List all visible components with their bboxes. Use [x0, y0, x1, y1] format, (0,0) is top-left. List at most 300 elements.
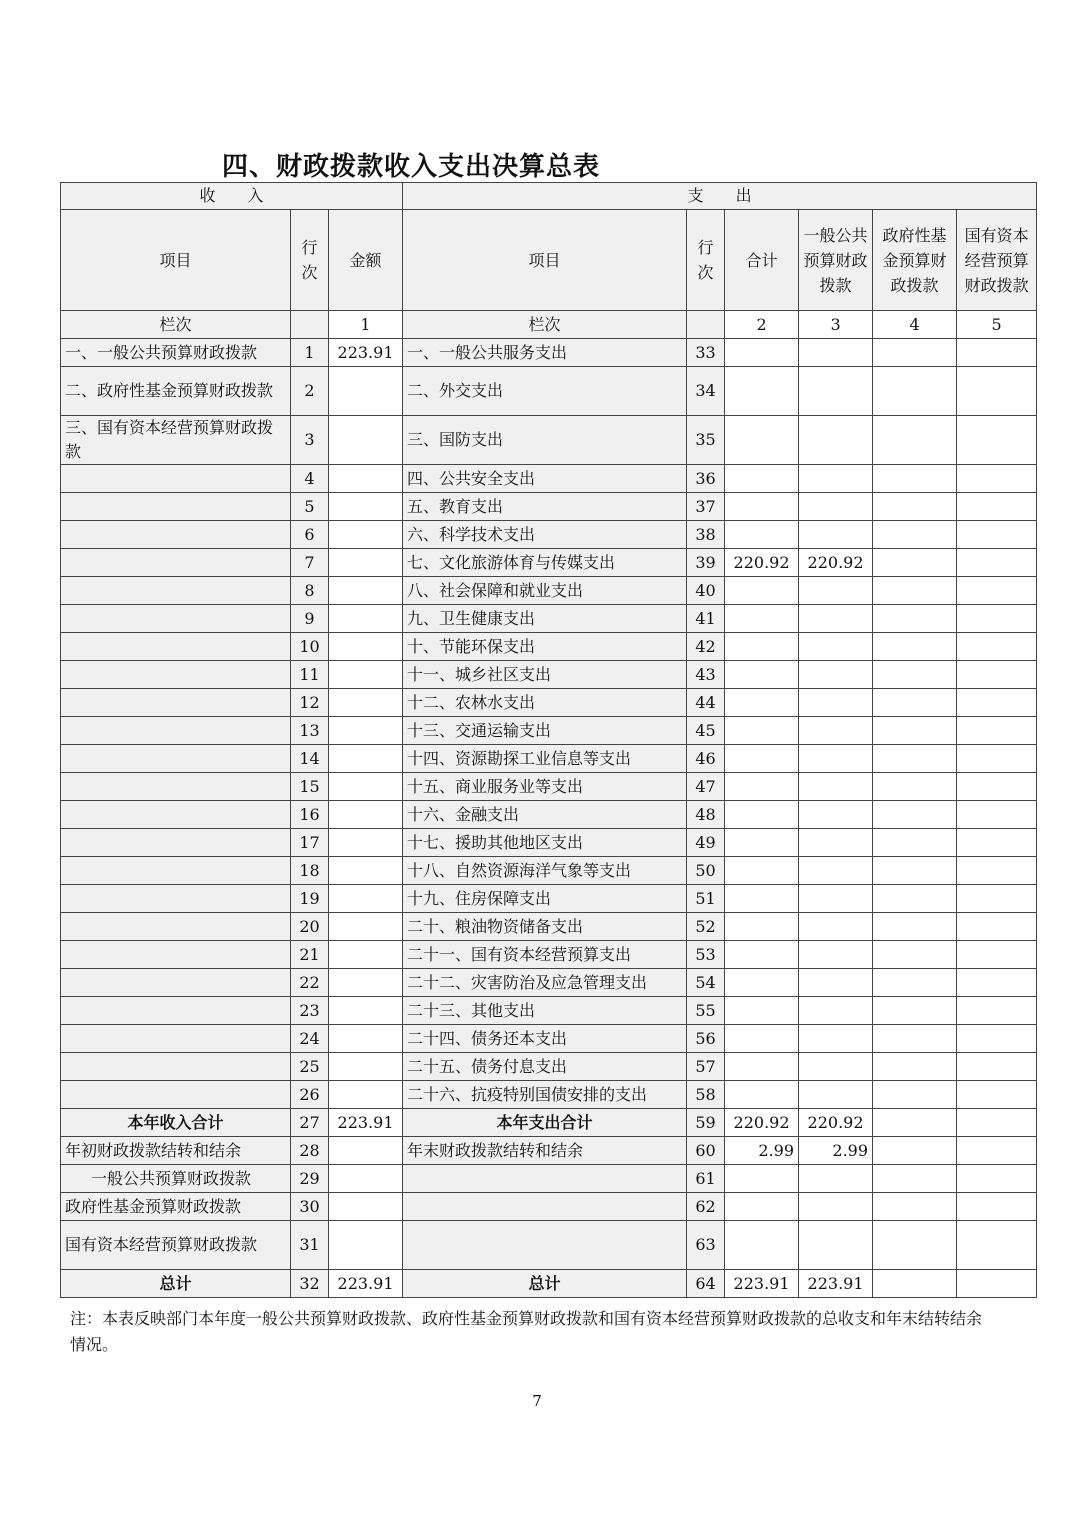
header-general-budget: 一般公共预算财政拨款: [799, 210, 873, 311]
income-item-cell: 二、政府性基金预算财政拨款: [61, 367, 291, 416]
expense-fund-cell: [873, 1025, 957, 1053]
expense-general-cell: [799, 1025, 873, 1053]
expense-total-cell: [725, 885, 799, 913]
table-row: [61, 885, 1037, 913]
expense-item-cell: 十七、援助其他地区支出: [403, 829, 687, 857]
header-income-row-no: 行次: [291, 210, 329, 311]
expense-row-no-cell: 53: [687, 941, 725, 969]
table-row: [61, 1137, 1037, 1165]
expense-item-cell: [403, 1193, 687, 1221]
income-item-cell: [61, 885, 291, 913]
income-row-no-cell: 13: [291, 717, 329, 745]
income-row-no-cell: 24: [291, 1025, 329, 1053]
income-row-no-cell: 22: [291, 969, 329, 997]
income-amount-cell: [329, 745, 403, 773]
income-item-cell: [61, 717, 291, 745]
expense-fund-cell: [873, 745, 957, 773]
income-item-cell: 总计: [61, 1270, 291, 1298]
col-index-label-expense: 栏次: [403, 311, 687, 339]
income-row-no-cell: 6: [291, 521, 329, 549]
expense-fund-cell: [873, 1081, 957, 1109]
col-index-1: 1: [329, 311, 403, 339]
col-index-2: 2: [725, 311, 799, 339]
expense-total-cell: 220.92: [725, 1109, 799, 1137]
expense-state-cell: [957, 857, 1037, 885]
expense-total-cell: [725, 661, 799, 689]
expense-item-cell: 十三、交通运输支出: [403, 717, 687, 745]
income-amount-cell: [329, 1137, 403, 1165]
expense-item-cell: 总计: [403, 1270, 687, 1298]
expense-row-no-cell: 44: [687, 689, 725, 717]
expense-total-cell: [725, 577, 799, 605]
income-item-cell: [61, 521, 291, 549]
expense-total-cell: [725, 829, 799, 857]
income-amount-cell: [329, 773, 403, 801]
table-row: [61, 1193, 1037, 1221]
expense-general-cell: 220.92: [799, 549, 873, 577]
expense-item-cell: [403, 1165, 687, 1193]
table-row: [61, 829, 1037, 857]
expense-general-cell: 2.99: [799, 1137, 873, 1165]
expense-state-cell: [957, 549, 1037, 577]
income-item-cell: [61, 801, 291, 829]
table-row: [61, 465, 1037, 493]
expense-fund-cell: [873, 969, 957, 997]
income-row-no-cell: 9: [291, 605, 329, 633]
expense-fund-cell: [873, 521, 957, 549]
expense-total-cell: [725, 605, 799, 633]
table-row: [61, 1270, 1037, 1298]
table-row: [61, 717, 1037, 745]
expense-item-cell: [403, 1221, 687, 1270]
income-section-header: 收 入: [61, 183, 403, 210]
income-item-cell: 三、国有资本经营预算财政拨款: [61, 416, 291, 465]
expense-fund-cell: [873, 717, 957, 745]
expense-row-no-cell: 46: [687, 745, 725, 773]
expense-fund-cell: [873, 857, 957, 885]
expense-state-cell: [957, 1270, 1037, 1298]
expense-item-cell: 十五、商业服务业等支出: [403, 773, 687, 801]
expense-item-cell: 十二、农林水支出: [403, 689, 687, 717]
expense-item-cell: 二十一、国有资本经营预算支出: [403, 941, 687, 969]
expense-state-cell: [957, 1221, 1037, 1270]
income-row-no-cell: 19: [291, 885, 329, 913]
income-amount-cell: [329, 689, 403, 717]
expense-general-cell: [799, 801, 873, 829]
income-amount-cell: [329, 913, 403, 941]
expense-state-cell: [957, 1137, 1037, 1165]
expense-state-cell: [957, 689, 1037, 717]
table-row: [61, 1165, 1037, 1193]
table-row: [61, 941, 1037, 969]
expense-row-no-cell: 48: [687, 801, 725, 829]
income-amount-cell: [329, 521, 403, 549]
expense-fund-cell: [873, 339, 957, 367]
expense-total-cell: [725, 969, 799, 997]
income-item-cell: [61, 745, 291, 773]
expense-general-cell: [799, 1165, 873, 1193]
income-item-cell: [61, 969, 291, 997]
expense-row-no-cell: 47: [687, 773, 725, 801]
expense-row-no-cell: 64: [687, 1270, 725, 1298]
expense-fund-cell: [873, 1193, 957, 1221]
expense-item-cell: 十九、住房保障支出: [403, 885, 687, 913]
header-state-capital-budget: 国有资本经营预算财政拨款: [957, 210, 1037, 311]
table-row: [61, 913, 1037, 941]
expense-row-no-cell: 51: [687, 885, 725, 913]
expense-state-cell: [957, 416, 1037, 465]
expense-general-cell: 223.91: [799, 1270, 873, 1298]
income-amount-cell: [329, 857, 403, 885]
income-item-cell: 国有资本经营预算财政拨款: [61, 1221, 291, 1270]
income-amount-cell: 223.91: [329, 1270, 403, 1298]
expense-total-cell: 220.92: [725, 549, 799, 577]
income-row-no-cell: 32: [291, 1270, 329, 1298]
header-expense-item: 项目: [403, 210, 687, 311]
expense-fund-cell: [873, 689, 957, 717]
expense-row-no-cell: 33: [687, 339, 725, 367]
expense-state-cell: [957, 885, 1037, 913]
income-row-no-cell: 23: [291, 997, 329, 1025]
income-item-cell: [61, 997, 291, 1025]
expense-total-cell: [725, 1025, 799, 1053]
income-row-no-cell: 11: [291, 661, 329, 689]
income-item-cell: [61, 1025, 291, 1053]
expense-row-no-cell: 45: [687, 717, 725, 745]
expense-row-no-cell: 39: [687, 549, 725, 577]
header-fund-budget: 政府性基金预算财政拨款: [873, 210, 957, 311]
expense-general-cell: [799, 1053, 873, 1081]
income-amount-cell: [329, 997, 403, 1025]
expense-general-cell: [799, 416, 873, 465]
expense-state-cell: [957, 941, 1037, 969]
expense-total-cell: [725, 913, 799, 941]
expense-state-cell: [957, 465, 1037, 493]
income-row-no-cell: 25: [291, 1053, 329, 1081]
table-row: [61, 1025, 1037, 1053]
expense-row-no-cell: 57: [687, 1053, 725, 1081]
page-title: 四、财政拨款收入支出决算总表: [222, 152, 601, 182]
income-row-no-cell: 21: [291, 941, 329, 969]
expense-item-cell: 十、节能环保支出: [403, 633, 687, 661]
expense-general-cell: [799, 829, 873, 857]
col-index-3: 3: [799, 311, 873, 339]
expense-item-cell: 二十二、灾害防治及应急管理支出: [403, 969, 687, 997]
expense-total-cell: [725, 633, 799, 661]
expense-fund-cell: [873, 367, 957, 416]
table-row: [61, 633, 1037, 661]
col-index-label-income: 栏次: [61, 311, 291, 339]
income-item-cell: [61, 661, 291, 689]
income-row-no-cell: 8: [291, 577, 329, 605]
expense-state-cell: [957, 717, 1037, 745]
table-row: [61, 493, 1037, 521]
expense-total-cell: [725, 521, 799, 549]
expense-fund-cell: [873, 773, 957, 801]
table-row: [61, 367, 1037, 416]
expense-general-cell: [799, 633, 873, 661]
table-row: [61, 605, 1037, 633]
income-row-no-cell: 1: [291, 339, 329, 367]
expense-total-cell: [725, 941, 799, 969]
expense-item-cell: 二十六、抗疫特别国债安排的支出: [403, 1081, 687, 1109]
expense-row-no-cell: 38: [687, 521, 725, 549]
income-item-cell: 政府性基金预算财政拨款: [61, 1193, 291, 1221]
expense-fund-cell: [873, 549, 957, 577]
income-amount-cell: [329, 465, 403, 493]
income-item-cell: 一、一般公共预算财政拨款: [61, 339, 291, 367]
income-item-cell: [61, 829, 291, 857]
expense-state-cell: [957, 493, 1037, 521]
expense-fund-cell: [873, 416, 957, 465]
table-row: [61, 661, 1037, 689]
income-row-no-cell: 18: [291, 857, 329, 885]
table-row: [61, 801, 1037, 829]
expense-general-cell: [799, 773, 873, 801]
expense-row-no-cell: 63: [687, 1221, 725, 1270]
income-amount-cell: [329, 633, 403, 661]
expense-general-cell: [799, 367, 873, 416]
expense-fund-cell: [873, 885, 957, 913]
expense-total-cell: [725, 465, 799, 493]
expense-item-cell: 十一、城乡社区支出: [403, 661, 687, 689]
expense-state-cell: [957, 1053, 1037, 1081]
expense-item-cell: 二十五、债务付息支出: [403, 1053, 687, 1081]
expense-total-cell: [725, 689, 799, 717]
expense-general-cell: [799, 857, 873, 885]
expense-total-cell: [725, 1221, 799, 1270]
income-amount-cell: [329, 1221, 403, 1270]
income-row-no-cell: 16: [291, 801, 329, 829]
income-row-no-cell: 4: [291, 465, 329, 493]
income-item-cell: [61, 493, 291, 521]
expense-general-cell: [799, 885, 873, 913]
expense-state-cell: [957, 913, 1037, 941]
expense-row-no-cell: 52: [687, 913, 725, 941]
expense-row-no-cell: 35: [687, 416, 725, 465]
expense-item-cell: 二十、粮油物资储备支出: [403, 913, 687, 941]
table-row: [61, 1109, 1037, 1137]
expense-item-cell: 二十四、债务还本支出: [403, 1025, 687, 1053]
expense-row-no-cell: 62: [687, 1193, 725, 1221]
expense-total-cell: [725, 493, 799, 521]
expense-row-no-cell: 43: [687, 661, 725, 689]
expense-total-cell: [725, 339, 799, 367]
expense-state-cell: [957, 1193, 1037, 1221]
expense-fund-cell: [873, 941, 957, 969]
header-income-item: 项目: [61, 210, 291, 311]
expense-general-cell: [799, 969, 873, 997]
income-amount-cell: [329, 367, 403, 416]
table-row: [61, 773, 1037, 801]
income-item-cell: [61, 773, 291, 801]
expense-fund-cell: [873, 1221, 957, 1270]
expense-item-cell: 五、教育支出: [403, 493, 687, 521]
income-amount-cell: [329, 1025, 403, 1053]
table-row: [61, 997, 1037, 1025]
expense-row-no-cell: 40: [687, 577, 725, 605]
table-row: [61, 1053, 1037, 1081]
table-row: [61, 577, 1037, 605]
expense-general-cell: [799, 1221, 873, 1270]
expense-fund-cell: [873, 997, 957, 1025]
expense-general-cell: [799, 1081, 873, 1109]
expense-general-cell: [799, 577, 873, 605]
expense-fund-cell: [873, 913, 957, 941]
col-index-empty: [291, 311, 329, 339]
expense-fund-cell: [873, 829, 957, 857]
expense-total-cell: [725, 717, 799, 745]
income-item-cell: 本年收入合计: [61, 1109, 291, 1137]
income-item-cell: [61, 1081, 291, 1109]
income-row-no-cell: 15: [291, 773, 329, 801]
expense-total-cell: [725, 773, 799, 801]
header-total: 合计: [725, 210, 799, 311]
income-amount-cell: [329, 493, 403, 521]
income-item-cell: 一般公共预算财政拨款: [61, 1165, 291, 1193]
expense-fund-cell: [873, 1270, 957, 1298]
page-number: 7: [532, 1392, 542, 1410]
expense-total-cell: [725, 1165, 799, 1193]
income-amount-cell: [329, 549, 403, 577]
expense-fund-cell: [873, 605, 957, 633]
income-amount-cell: [329, 661, 403, 689]
expense-state-cell: [957, 633, 1037, 661]
income-row-no-cell: 30: [291, 1193, 329, 1221]
table-row: [61, 549, 1037, 577]
income-item-cell: [61, 689, 291, 717]
income-amount-cell: [329, 1053, 403, 1081]
table-row: [61, 745, 1037, 773]
expense-state-cell: [957, 1165, 1037, 1193]
expense-total-cell: [725, 801, 799, 829]
income-row-no-cell: 27: [291, 1109, 329, 1137]
header-expense-row-no: 行次: [687, 210, 725, 311]
expense-general-cell: [799, 465, 873, 493]
income-item-cell: [61, 605, 291, 633]
expense-fund-cell: [873, 1053, 957, 1081]
expense-item-cell: 三、国防支出: [403, 416, 687, 465]
expense-row-no-cell: 61: [687, 1165, 725, 1193]
income-amount-cell: [329, 829, 403, 857]
expense-general-cell: [799, 913, 873, 941]
expense-general-cell: [799, 717, 873, 745]
income-amount-cell: [329, 577, 403, 605]
expense-state-cell: [957, 969, 1037, 997]
income-amount-cell: [329, 801, 403, 829]
expense-fund-cell: [873, 1109, 957, 1137]
expense-item-cell: 二、外交支出: [403, 367, 687, 416]
expense-row-no-cell: 37: [687, 493, 725, 521]
income-amount-cell: 223.91: [329, 339, 403, 367]
expense-total-cell: 2.99: [725, 1137, 799, 1165]
expense-item-cell: 七、文化旅游体育与传媒支出: [403, 549, 687, 577]
expense-item-cell: 十八、自然资源海洋气象等支出: [403, 857, 687, 885]
expense-state-cell: [957, 801, 1037, 829]
col-index-4: 4: [873, 311, 957, 339]
expense-general-cell: [799, 997, 873, 1025]
expense-total-cell: [725, 1053, 799, 1081]
expense-row-no-cell: 56: [687, 1025, 725, 1053]
income-item-cell: [61, 577, 291, 605]
expense-fund-cell: [873, 493, 957, 521]
expense-fund-cell: [873, 633, 957, 661]
expense-state-cell: [957, 773, 1037, 801]
expense-item-cell: 年末财政拨款结转和结余: [403, 1137, 687, 1165]
income-item-cell: [61, 913, 291, 941]
fiscal-appropriation-table: [60, 182, 1037, 1298]
income-row-no-cell: 12: [291, 689, 329, 717]
income-amount-cell: [329, 1193, 403, 1221]
expense-item-cell: 二十三、其他支出: [403, 997, 687, 1025]
expense-item-cell: 九、卫生健康支出: [403, 605, 687, 633]
income-amount-cell: [329, 885, 403, 913]
expense-item-cell: 八、社会保障和就业支出: [403, 577, 687, 605]
table-row: [61, 969, 1037, 997]
expense-state-cell: [957, 1025, 1037, 1053]
header-amount: 金额: [329, 210, 403, 311]
expense-fund-cell: [873, 801, 957, 829]
expense-row-no-cell: 41: [687, 605, 725, 633]
expense-state-cell: [957, 745, 1037, 773]
income-row-no-cell: 3: [291, 416, 329, 465]
expense-row-no-cell: 42: [687, 633, 725, 661]
income-item-cell: [61, 465, 291, 493]
expense-item-cell: 本年支出合计: [403, 1109, 687, 1137]
income-row-no-cell: 17: [291, 829, 329, 857]
expense-general-cell: [799, 689, 873, 717]
expense-fund-cell: [873, 1137, 957, 1165]
income-amount-cell: [329, 941, 403, 969]
expense-state-cell: [957, 521, 1037, 549]
expense-total-cell: [725, 1081, 799, 1109]
expense-row-no-cell: 54: [687, 969, 725, 997]
expense-state-cell: [957, 661, 1037, 689]
income-amount-cell: [329, 969, 403, 997]
expense-state-cell: [957, 605, 1037, 633]
expense-row-no-cell: 49: [687, 829, 725, 857]
income-item-cell: 年初财政拨款结转和结余: [61, 1137, 291, 1165]
expense-total-cell: [725, 997, 799, 1025]
income-item-cell: [61, 633, 291, 661]
income-amount-cell: [329, 717, 403, 745]
expense-general-cell: [799, 661, 873, 689]
income-row-no-cell: 31: [291, 1221, 329, 1270]
expense-fund-cell: [873, 661, 957, 689]
expense-general-cell: [799, 339, 873, 367]
income-row-no-cell: 10: [291, 633, 329, 661]
income-item-cell: [61, 1053, 291, 1081]
income-row-no-cell: 5: [291, 493, 329, 521]
income-row-no-cell: 28: [291, 1137, 329, 1165]
expense-state-cell: [957, 577, 1037, 605]
expense-row-no-cell: 36: [687, 465, 725, 493]
income-row-no-cell: 14: [291, 745, 329, 773]
expense-general-cell: [799, 493, 873, 521]
expense-general-cell: [799, 941, 873, 969]
col-index-empty: [687, 311, 725, 339]
expense-row-no-cell: 59: [687, 1109, 725, 1137]
expense-row-no-cell: 50: [687, 857, 725, 885]
expense-row-no-cell: 55: [687, 997, 725, 1025]
income-item-cell: [61, 857, 291, 885]
expense-row-no-cell: 60: [687, 1137, 725, 1165]
expense-total-cell: [725, 857, 799, 885]
expense-state-cell: [957, 367, 1037, 416]
expense-total-cell: [725, 1193, 799, 1221]
expense-total-cell: [725, 745, 799, 773]
expense-total-cell: [725, 367, 799, 416]
